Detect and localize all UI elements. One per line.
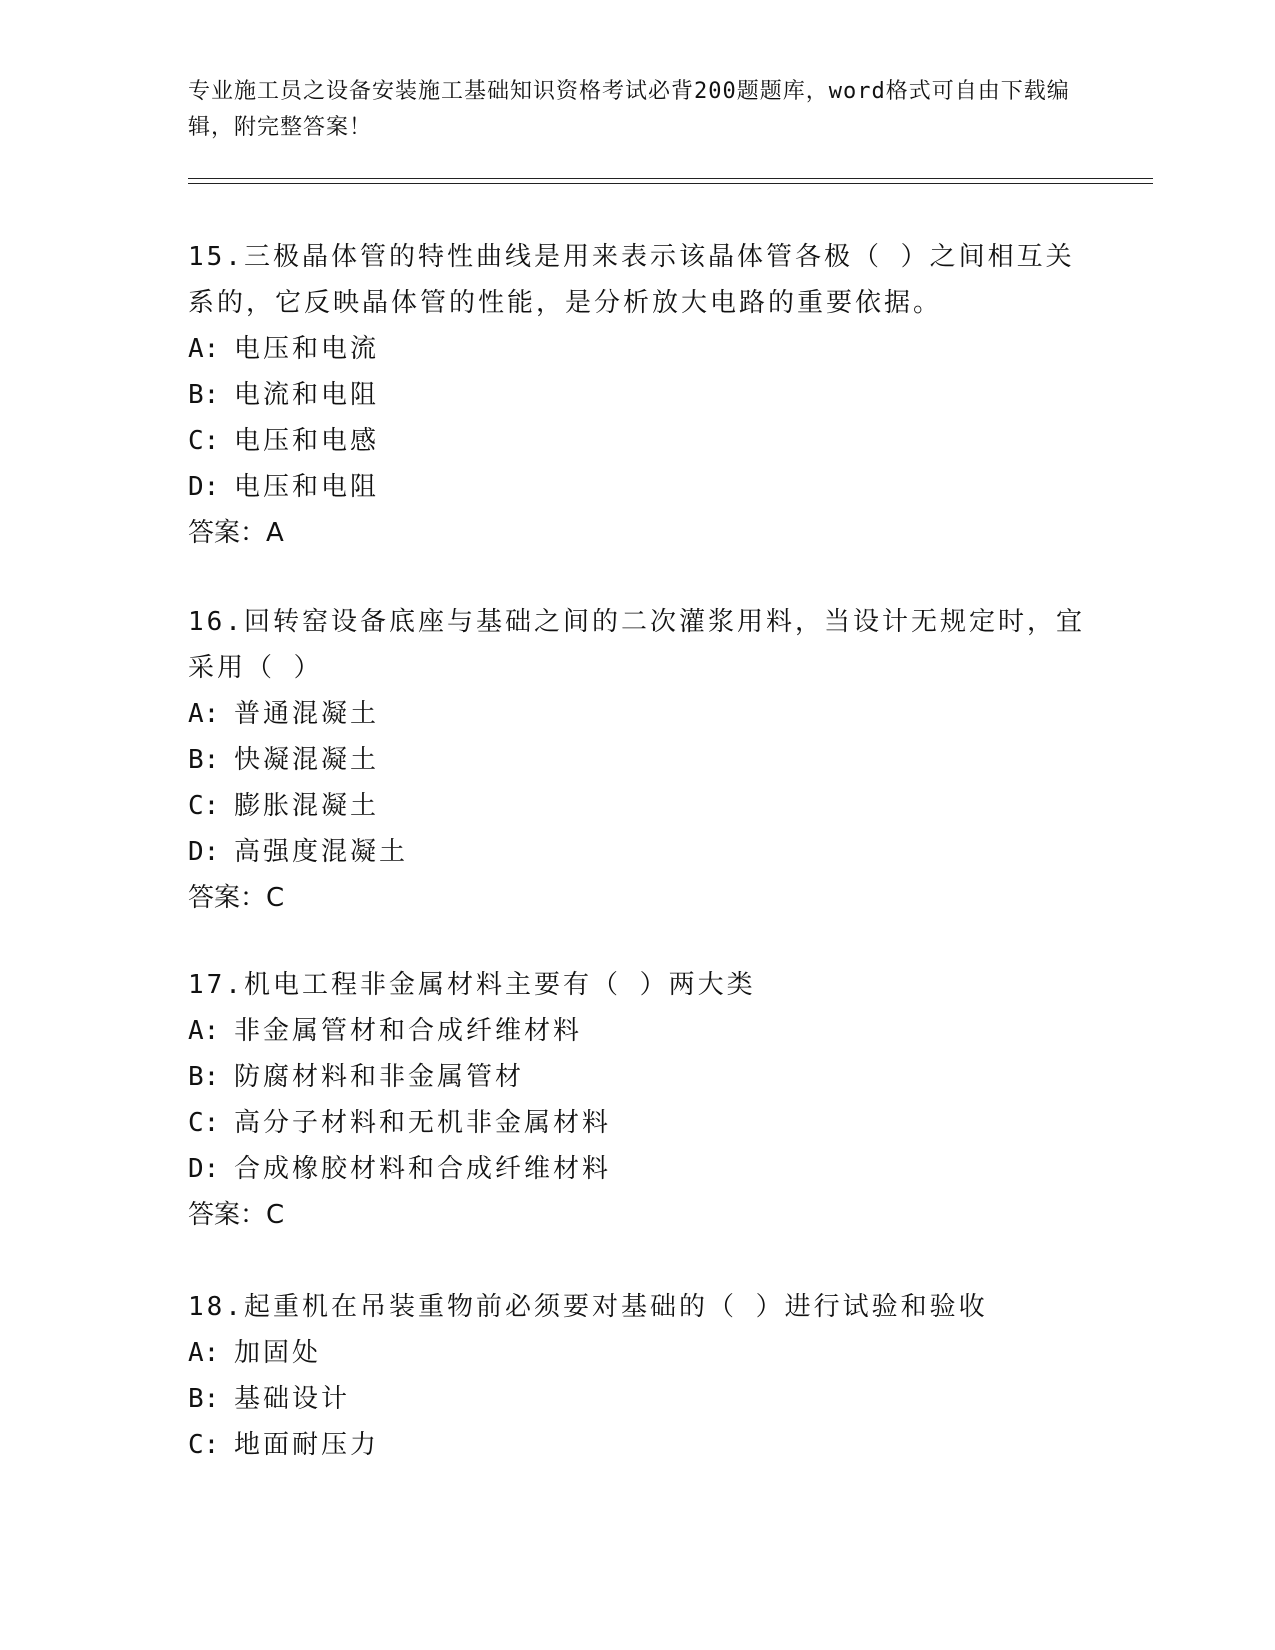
option-key: C: — [188, 1430, 220, 1460]
header-divider-top — [188, 178, 1153, 179]
option-text: 加固处 — [234, 1338, 322, 1368]
answer-line — [188, 875, 1088, 921]
answer-label: 答案： — [188, 883, 267, 913]
option-text: 普通混凝土 — [234, 699, 380, 729]
option-text: 防腐材料和非金属管材 — [234, 1062, 525, 1092]
option-key: A: — [188, 334, 220, 364]
option-a — [188, 1330, 1088, 1376]
option-key: B: — [188, 380, 220, 410]
option-d — [188, 1146, 1088, 1192]
option-text: 电流和电阻 — [234, 380, 380, 410]
option-key: D: — [188, 1154, 220, 1184]
option-c — [188, 418, 1088, 464]
option-text: 地面耐压力 — [234, 1430, 380, 1460]
option-a — [188, 1008, 1088, 1054]
question-stem: 18.起重机在吊装重物前必须要对基础的（ ）进行试验和验收 — [188, 1292, 988, 1322]
answer-label: 答案： — [188, 1200, 267, 1230]
option-key: B: — [188, 1384, 220, 1414]
question-stem: 15.三极晶体管的特性曲线是用来表示该晶体管各极（ ）之间相互关系的，它反映晶体管的性能，是分析放大电路的重要依据。 — [188, 242, 1075, 318]
option-key: C: — [188, 791, 220, 821]
question-16 — [188, 599, 1088, 921]
option-key: B: — [188, 745, 220, 775]
option-b — [188, 372, 1088, 418]
question-stem: 17.机电工程非金属材料主要有（ ）两大类 — [188, 970, 756, 1000]
question-18 — [188, 1284, 1088, 1468]
option-c — [188, 783, 1088, 829]
answer-line — [188, 510, 1088, 556]
option-text: 电压和电流 — [234, 334, 380, 364]
option-b — [188, 1376, 1088, 1422]
option-key: D: — [188, 837, 220, 867]
option-text: 电压和电感 — [234, 426, 380, 456]
option-key: A: — [188, 699, 220, 729]
answer-value: C — [266, 1200, 285, 1230]
option-text: 非金属管材和合成纤维材料 — [234, 1016, 583, 1046]
option-c — [188, 1422, 1088, 1468]
option-d — [188, 829, 1088, 875]
question-15 — [188, 234, 1088, 556]
option-b — [188, 737, 1088, 783]
option-text: 高分子材料和无机非金属材料 — [234, 1108, 612, 1138]
answer-value: A — [266, 518, 284, 548]
option-b — [188, 1054, 1088, 1100]
header-divider-bottom — [188, 183, 1153, 184]
option-key: A: — [188, 1338, 220, 1368]
question-17 — [188, 962, 1088, 1238]
option-text: 膨胀混凝土 — [234, 791, 380, 821]
header-intro-text: 专业施工员之设备安装施工基础知识资格考试必背200题题库，word格式可自由下载编辑，附完整答案！ — [188, 79, 1070, 140]
answer-value: C — [266, 883, 285, 913]
option-key: C: — [188, 1108, 220, 1138]
option-c — [188, 1100, 1088, 1146]
option-key: D: — [188, 472, 220, 502]
option-text: 基础设计 — [234, 1384, 351, 1414]
option-key: C: — [188, 426, 220, 456]
option-d — [188, 464, 1088, 510]
answer-line — [188, 1192, 1088, 1238]
option-a — [188, 691, 1088, 737]
option-text: 快凝混凝土 — [234, 745, 380, 775]
option-text: 高强度混凝土 — [234, 837, 409, 867]
option-key: A: — [188, 1016, 220, 1046]
document-header — [188, 74, 1088, 146]
answer-label: 答案： — [188, 518, 267, 548]
option-text: 电压和电阻 — [234, 472, 380, 502]
question-stem: 16.回转窑设备底座与基础之间的二次灌浆用料，当设计无规定时，宜采用（ ） — [188, 607, 1085, 683]
option-text: 合成橡胶材料和合成纤维材料 — [234, 1154, 612, 1184]
option-a — [188, 326, 1088, 372]
option-key: B: — [188, 1062, 220, 1092]
